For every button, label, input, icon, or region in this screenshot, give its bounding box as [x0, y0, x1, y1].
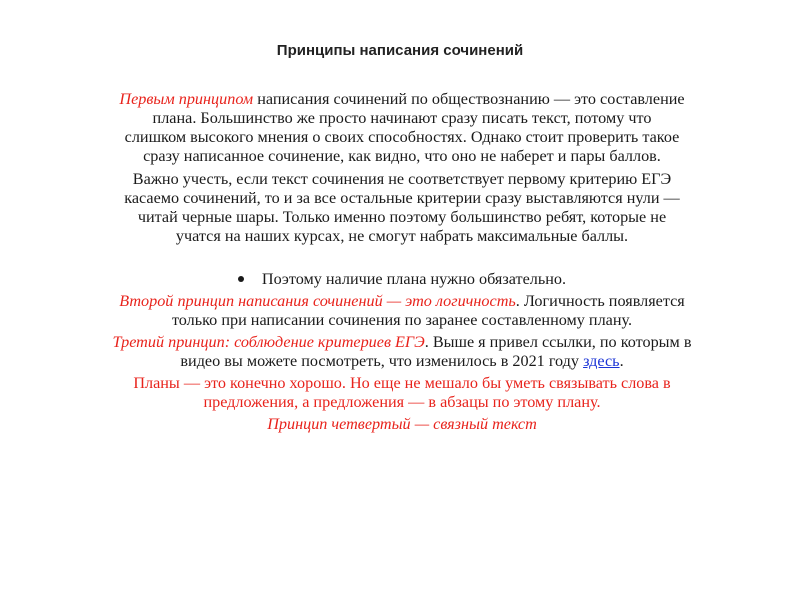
important-note-line3: читай черные шары. Только именно поэтому большинство ребят, которые не: [137, 208, 667, 226]
important-note-line4: учатся на наших курсах, не смогут набрать максимальные баллы.: [175, 227, 629, 245]
bullet-text: Поэтому наличие плана нужно обязательно.: [261, 269, 567, 288]
bullet-dot-icon: [238, 276, 244, 282]
slide-body: [52, 90, 752, 434]
first-principle-line4: сразу написанное сочинение, как видно, что оно не наберет и пары баллов.: [143, 147, 661, 165]
here-link[interactable]: здесь: [583, 351, 620, 370]
plans-line1: Планы — это конечно хорошо. Но еще не мешало бы уметь связывать слова в: [133, 373, 671, 392]
paragraph-second-principle: [52, 292, 752, 330]
second-principle-line1: . Логичность появляется: [515, 291, 685, 310]
paragraph-first-principle: [52, 90, 752, 166]
third-principle-lead: Третий принцип: соблюдение критериев ЕГЭ: [112, 332, 425, 351]
plans-line2: предложения, а предложения — в абзацы по этому плану.: [203, 392, 601, 411]
paragraph-third-principle: [52, 333, 752, 371]
paragraph-important-note: [52, 170, 752, 246]
first-principle-line1: написания сочинений по обществознанию — это составление: [253, 90, 685, 108]
third-principle-line2-end: .: [619, 351, 624, 370]
paragraph-plans: [52, 374, 752, 412]
third-principle-line1: . Выше я привел ссылки, по которым в: [424, 332, 692, 351]
important-note-line1: Важно учесть, если текст сочинения не соответствует первому критерию ЕГЭ: [132, 170, 672, 188]
first-principle-lead: Первым принципом: [119, 90, 254, 108]
first-principle-line2: плана. Большинство же просто начинают сразу писать текст, потому что: [152, 109, 652, 127]
fourth-principle-text: Принцип четвертый — связный текст: [267, 414, 537, 433]
first-principle-line3: слишком высокого мнения о своих способностях. Однако стоит проверить такое: [124, 128, 680, 146]
second-principle-lead: Второй принцип написания сочинений — это логичность: [119, 291, 516, 310]
bullet-item: [52, 268, 752, 289]
second-principle-line2: только при написании сочинения по заранее составленному плану.: [171, 310, 633, 329]
important-note-line2: касаемо сочинений, то и за все остальные критерии сразу выставляются нули —: [124, 189, 680, 207]
third-principle-line2: видео вы можете посмотреть, что изменилось в 2021 году: [180, 351, 584, 370]
paragraph-fourth-principle: [52, 415, 752, 434]
page-title: Принципы написания сочинений: [276, 42, 524, 59]
